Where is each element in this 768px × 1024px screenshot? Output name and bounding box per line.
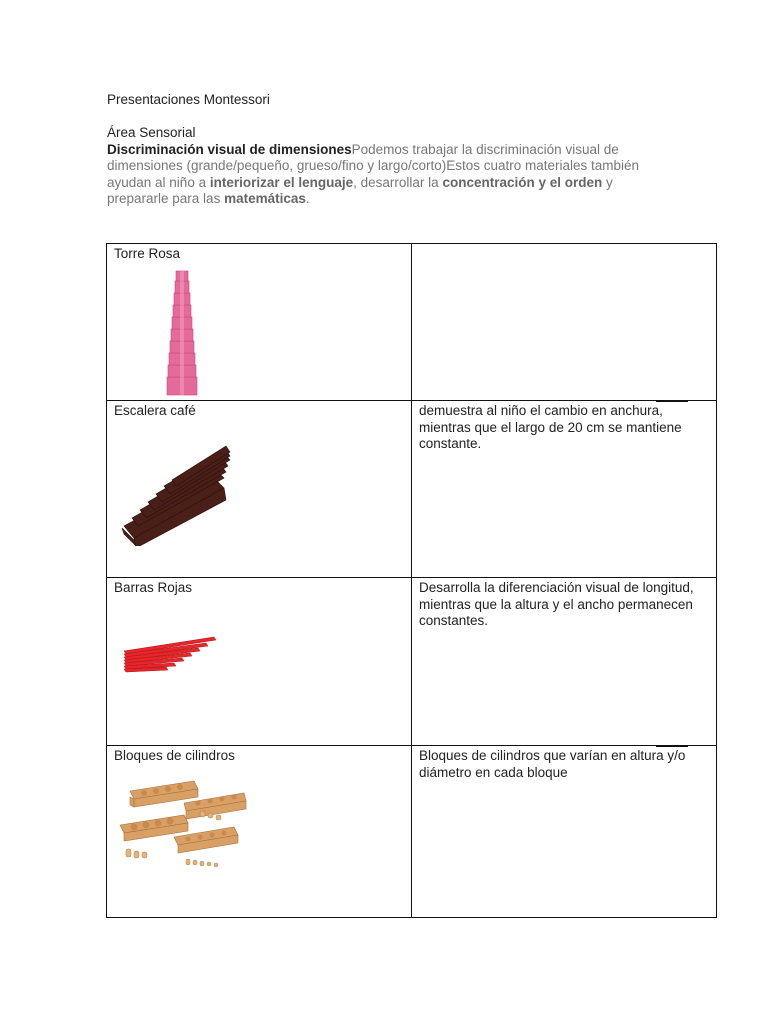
description-cell — [412, 578, 717, 746]
table-row — [107, 401, 717, 578]
brown-stair-image — [114, 426, 244, 546]
table-row — [107, 578, 717, 746]
material-name: Torre Rosa — [114, 246, 181, 261]
red-rods-image — [114, 603, 234, 703]
material-name: Escalera café — [114, 403, 196, 418]
intro-bold-3: matemáticas — [224, 191, 306, 206]
description-cell — [412, 401, 717, 578]
area-title: Área Sensorial — [107, 125, 196, 140]
intro-text-2: , desarrollar la — [353, 174, 443, 190]
intro-bold-2: concentración y el orden — [442, 174, 603, 190]
intro-bold-1: interiorizar el lenguaje — [209, 174, 354, 190]
material-name: Barras Rojas — [114, 580, 193, 595]
section-heading: Discriminación visual de dimensiones — [107, 141, 352, 157]
table-row — [107, 746, 717, 918]
material-name: Bloques de cilindros — [114, 748, 235, 763]
material-description: Bloques de cilindros que varían en altura y/o diámetro en cada bloque — [419, 748, 686, 780]
row-divider-tick — [656, 401, 688, 402]
material-description: Desarrolla la diferenciación visual de longitud, mientras que la altura y el ancho permanecen constantes. — [419, 580, 694, 628]
intro-text-3: y prepararle para las — [107, 174, 613, 206]
row-divider-tick — [656, 746, 688, 747]
intro-section — [107, 125, 667, 208]
material-cell — [107, 401, 412, 578]
pink-tower-image — [114, 269, 234, 397]
table-row — [107, 244, 717, 401]
material-cell — [107, 578, 412, 746]
material-description: demuestra al niño el cambio en anchura, mientras que el largo de 20 cm se mantiene constante. — [419, 403, 682, 451]
materials-table — [106, 243, 717, 918]
cylinder-blocks-image — [114, 771, 254, 896]
material-cell — [107, 244, 412, 401]
intro-text-1: Podemos trabajar la discriminación visual de dimensiones (grande/pequeño, grueso/fino y largo/corto)Estos cuatro materiales también ayudan al niño a — [107, 141, 640, 190]
material-cell — [107, 746, 412, 918]
intro-text-4: . — [305, 191, 310, 206]
description-cell — [412, 244, 717, 401]
description-cell — [412, 746, 717, 918]
page-title: Presentaciones Montessori — [107, 92, 270, 107]
